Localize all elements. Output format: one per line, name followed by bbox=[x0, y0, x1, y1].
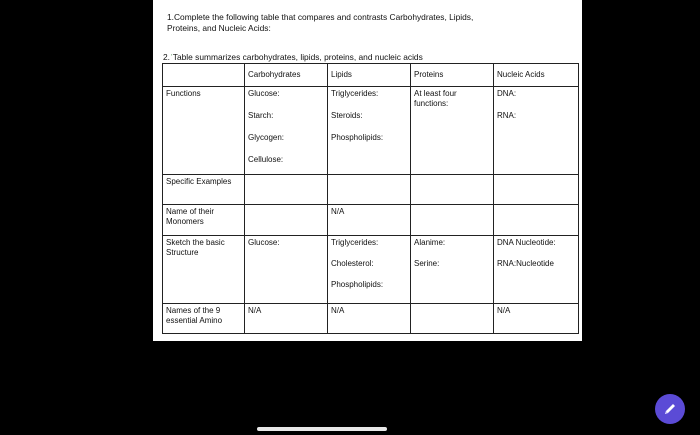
cell-text: Starch: bbox=[248, 111, 274, 120]
row-label-essential-amino: Names of the 9 essential Amino bbox=[163, 304, 245, 334]
cell-functions-nucleic-acids[interactable] bbox=[494, 87, 579, 175]
cell-functions-lipids[interactable] bbox=[328, 87, 411, 175]
cell-monomers-lipids[interactable]: N/A bbox=[328, 205, 411, 236]
header-carbohydrates: Carbohydrates bbox=[245, 64, 328, 87]
cell-sketch-proteins[interactable] bbox=[411, 236, 494, 304]
pencil-icon bbox=[663, 402, 677, 416]
cell-text: Triglycerides: bbox=[331, 238, 379, 247]
comparison-table bbox=[162, 63, 579, 334]
cell-text: RNA: bbox=[497, 111, 517, 120]
cell-essential-proteins[interactable] bbox=[411, 304, 494, 334]
header-nucleic-acids: Nucleic Acids bbox=[494, 64, 579, 87]
header-proteins: Proteins bbox=[411, 64, 494, 87]
question-title bbox=[167, 12, 567, 34]
home-indicator[interactable] bbox=[257, 427, 387, 431]
header-cell-empty bbox=[163, 64, 245, 87]
header-lipids: Lipids bbox=[328, 64, 411, 87]
row-label-specific-examples: Specific Examples bbox=[163, 175, 245, 205]
cell-sketch-nucleic-acids[interactable] bbox=[494, 236, 579, 304]
cell-sketch-lipids[interactable] bbox=[328, 236, 411, 304]
question-line-1: 1.Complete the following table that compares and contrasts Carbohydrates, Lipids, bbox=[167, 12, 474, 22]
cell-specific-lipids[interactable] bbox=[328, 175, 411, 205]
caption-number: 2. bbox=[163, 52, 170, 62]
cell-text: Steroids: bbox=[331, 111, 363, 120]
cell-specific-carbohydrates[interactable] bbox=[245, 175, 328, 205]
row-label-functions: Functions bbox=[163, 87, 245, 175]
cell-text: Cholesterol: bbox=[331, 259, 374, 268]
table-row-sketch bbox=[163, 236, 579, 304]
cell-text: Triglycerides: bbox=[331, 89, 379, 98]
cell-text: Serine: bbox=[414, 259, 440, 268]
cell-text: Phospholipids: bbox=[331, 280, 384, 289]
table-caption bbox=[163, 52, 423, 62]
cell-monomers-proteins[interactable] bbox=[411, 205, 494, 236]
cell-functions-proteins[interactable]: At least four functions: bbox=[411, 87, 494, 175]
row-label-sketch: Sketch the basic Structure bbox=[163, 236, 245, 304]
cell-text: DNA Nucleotide: bbox=[497, 238, 556, 247]
cell-text: Alanime: bbox=[414, 238, 446, 247]
header-row bbox=[163, 64, 579, 87]
cell-text: Glucose: bbox=[248, 89, 280, 98]
cell-specific-proteins[interactable] bbox=[411, 175, 494, 205]
cell-text: RNA:Nucleotide bbox=[497, 259, 554, 268]
edit-button[interactable] bbox=[655, 394, 685, 424]
row-label-monomers: Name of their Monomers bbox=[163, 205, 245, 236]
cell-monomers-nucleic-acids[interactable] bbox=[494, 205, 579, 236]
caption-text: Table summarizes carbohydrates, lipids, proteins, and nucleic acids bbox=[172, 52, 423, 62]
cell-monomers-carbohydrates[interactable] bbox=[245, 205, 328, 236]
cell-sketch-carbohydrates[interactable]: Glucose: bbox=[245, 236, 328, 304]
cell-text: Glycogen: bbox=[248, 133, 285, 142]
cell-essential-lipids[interactable]: N/A bbox=[328, 304, 411, 334]
document-page bbox=[153, 0, 582, 341]
question-line-2: Proteins, and Nucleic Acids: bbox=[167, 23, 271, 33]
cell-text: DNA: bbox=[497, 89, 517, 98]
cell-essential-carbohydrates[interactable]: N/A bbox=[245, 304, 328, 334]
text-cursor-icon: ˈ bbox=[170, 52, 173, 62]
table-row-specific-examples bbox=[163, 175, 579, 205]
cell-text: Phospholipids: bbox=[331, 133, 384, 142]
cell-functions-carbohydrates[interactable] bbox=[245, 87, 328, 175]
table-row-functions bbox=[163, 87, 579, 175]
cell-text: Cellulose: bbox=[248, 155, 284, 164]
table-row-monomers bbox=[163, 205, 579, 236]
cell-specific-nucleic-acids[interactable] bbox=[494, 175, 579, 205]
cell-essential-nucleic-acids[interactable]: N/A bbox=[494, 304, 579, 334]
table-row-essential-amino bbox=[163, 304, 579, 334]
